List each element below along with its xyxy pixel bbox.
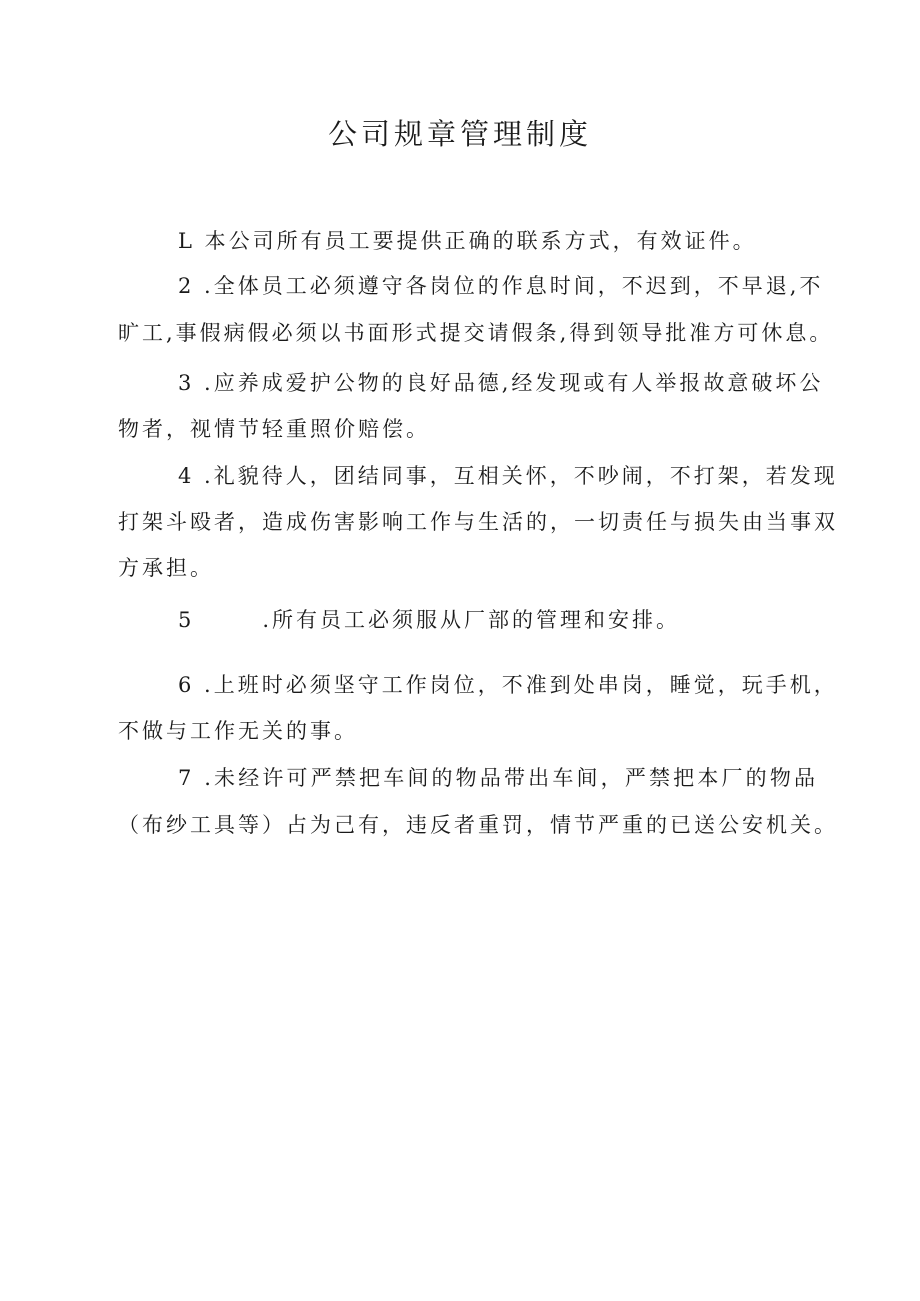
rule-5-line-1 bbox=[178, 605, 818, 635]
rule-5-number: 5 bbox=[178, 608, 195, 632]
rule-4-line-1: 4 .礼貌待人，团结同事，互相关怀，不吵闹，不打架，若发现 bbox=[178, 464, 838, 488]
rule-6-line-1: 6 .上班时必须坚守工作岗位，不准到处串岗，睡觉，玩手机， bbox=[178, 673, 838, 697]
rule-4-line-3: 方承担。 bbox=[118, 556, 214, 580]
rule-2-line-1: 2 .全体员工必须遵守各岗位的作息时间，不迟到，不早退,不 bbox=[178, 274, 824, 298]
rule-6-line-2: 不做与工作无关的事。 bbox=[118, 719, 358, 743]
document-title: 公司规章管理制度 bbox=[327, 117, 592, 151]
rule-4-line-2: 打架斗殴者，造成伤害影响工作与生活的，一切责任与损失由当事双 bbox=[118, 510, 838, 534]
rule-3-line-1: 3 .应养成爱护公物的良好品德,经发现或有人举报故意破坏公 bbox=[178, 371, 824, 395]
rule-2-line-2: 旷工,事假病假必须以书面形式提交请假条,得到领导批准方可休息。 bbox=[118, 321, 834, 345]
rule-7-line-1: 7 .未经许可严禁把车间的物品带出车间，严禁把本厂的物品 bbox=[178, 766, 818, 790]
rule-7-line-2: （布纱工具等）占为己有，违反者重罚，情节严重的已送公安机关。 bbox=[118, 813, 838, 837]
rule-1-line-1: L 本公司所有员工要提供正确的联系方式，有效证件。 bbox=[178, 229, 757, 253]
rule-5-text: .所有员工必须服从厂部的管理和安排。 bbox=[262, 608, 681, 632]
rule-3-line-2: 物者，视情节轻重照价赔偿。 bbox=[118, 417, 430, 441]
